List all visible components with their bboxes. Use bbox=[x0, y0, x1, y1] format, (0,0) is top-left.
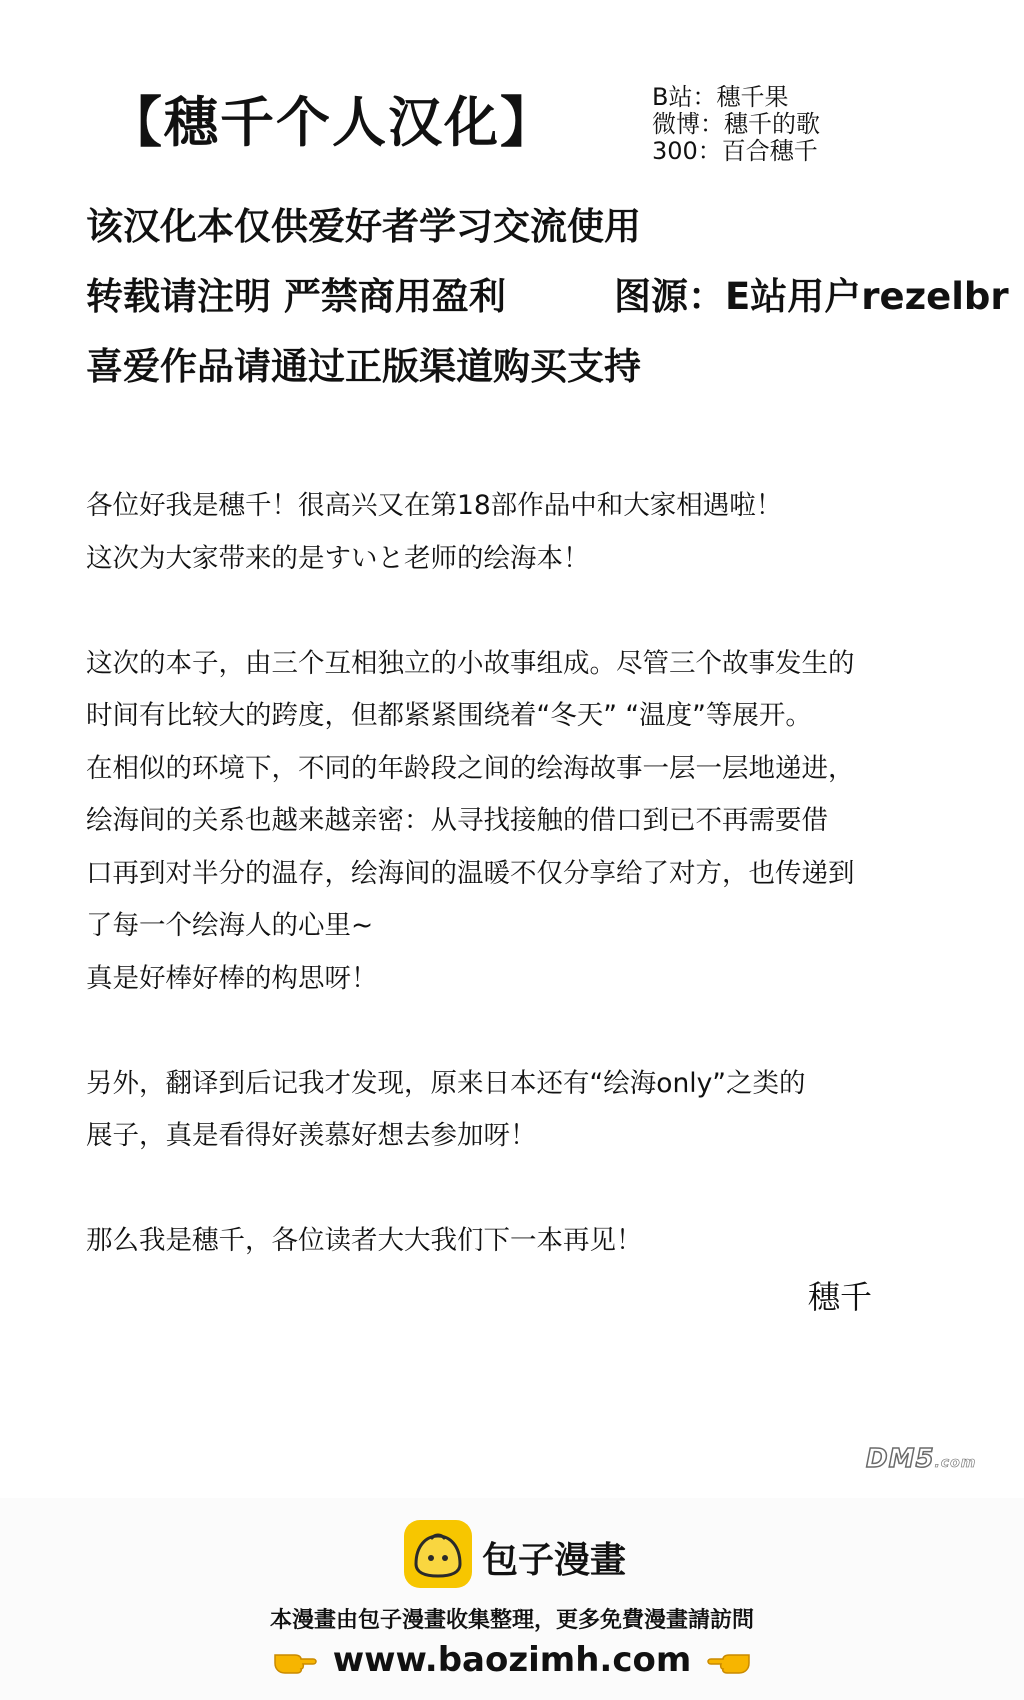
text-line: 这次的本子，由三个互相独立的小故事组成。尽管三个故事发生的 bbox=[86, 647, 855, 679]
footer-brand-name: 包子漫畫 bbox=[482, 1540, 627, 1581]
text-line: 各位好我是穗千！很高兴又在第18部作品中和大家相遇啦！ bbox=[86, 490, 783, 521]
footer-url-link[interactable]: www.baozimh.com bbox=[332, 1640, 692, 1680]
contact-300: 300：百合穗千 bbox=[652, 137, 818, 165]
image-source: 图源：E站用户rezelbr bbox=[614, 275, 1009, 318]
notice-support: 喜爱作品请通过正版渠道购买支持 bbox=[86, 345, 641, 388]
contact-bilibili: B站：穗千果 bbox=[652, 83, 789, 111]
footer-url-row bbox=[0, 1640, 1024, 1680]
paragraph-story bbox=[86, 638, 986, 1006]
baozi-bun-icon bbox=[404, 1520, 472, 1588]
notice-usage: 该汉化本仅供爱好者学习交流使用 bbox=[86, 205, 641, 248]
text-line: 绘海间的关系也越来越亲密：从寻找接触的借口到已不再需要借 bbox=[86, 805, 828, 836]
pointing-hand-icon bbox=[273, 1645, 319, 1675]
afterword-text bbox=[86, 480, 986, 1268]
text-line: 这次为大家带来的是すいと老师的绘海本！ bbox=[86, 542, 590, 574]
dm5-watermark bbox=[866, 1444, 976, 1474]
footer-tagline: 本漫畫由包子漫畫收集整理，更多免費漫畫請訪問 bbox=[269, 1608, 754, 1633]
contact-weibo: 微博：穗千的歌 bbox=[652, 110, 820, 138]
notice-repost: 转载请注明 严禁商用盈利 bbox=[86, 275, 506, 318]
group-title: 【穗千个人汉化】 bbox=[108, 91, 556, 154]
paragraph-greeting bbox=[86, 480, 986, 585]
text-line: 时间有比较大的跨度，但都紧紧围绕着“冬天” “温度”等展开。 bbox=[86, 700, 812, 731]
text-line: 那么我是穗千，各位读者大大我们下一本再见！ bbox=[86, 1225, 643, 1256]
text-line: 在相似的环境下，不同的年龄段之间的绘海故事一层一层地递进， bbox=[86, 752, 855, 784]
text-line: 展子，真是看得好羡慕好想去参加呀！ bbox=[86, 1120, 537, 1151]
dm5-watermark-suffix: .com bbox=[934, 1455, 977, 1471]
paragraph-farewell bbox=[86, 1215, 986, 1268]
dm5-watermark-main: DM5 bbox=[866, 1444, 935, 1474]
pointing-hand-icon bbox=[705, 1645, 751, 1675]
paragraph-event bbox=[86, 1058, 986, 1163]
text-line: 了每一个绘海人的心里~ bbox=[86, 910, 374, 941]
signature: 穗千 bbox=[808, 1278, 873, 1316]
contact-list bbox=[652, 84, 820, 165]
text-line: 另外，翻译到后记我才发现，原来日本还有“绘海only”之类的 bbox=[86, 1067, 806, 1099]
text-line: 真是好棒好棒的构思呀！ bbox=[86, 962, 378, 994]
text-line: 口再到对半分的温存，绘海间的温暖不仅分享给了对方，也传递到 bbox=[86, 857, 855, 889]
